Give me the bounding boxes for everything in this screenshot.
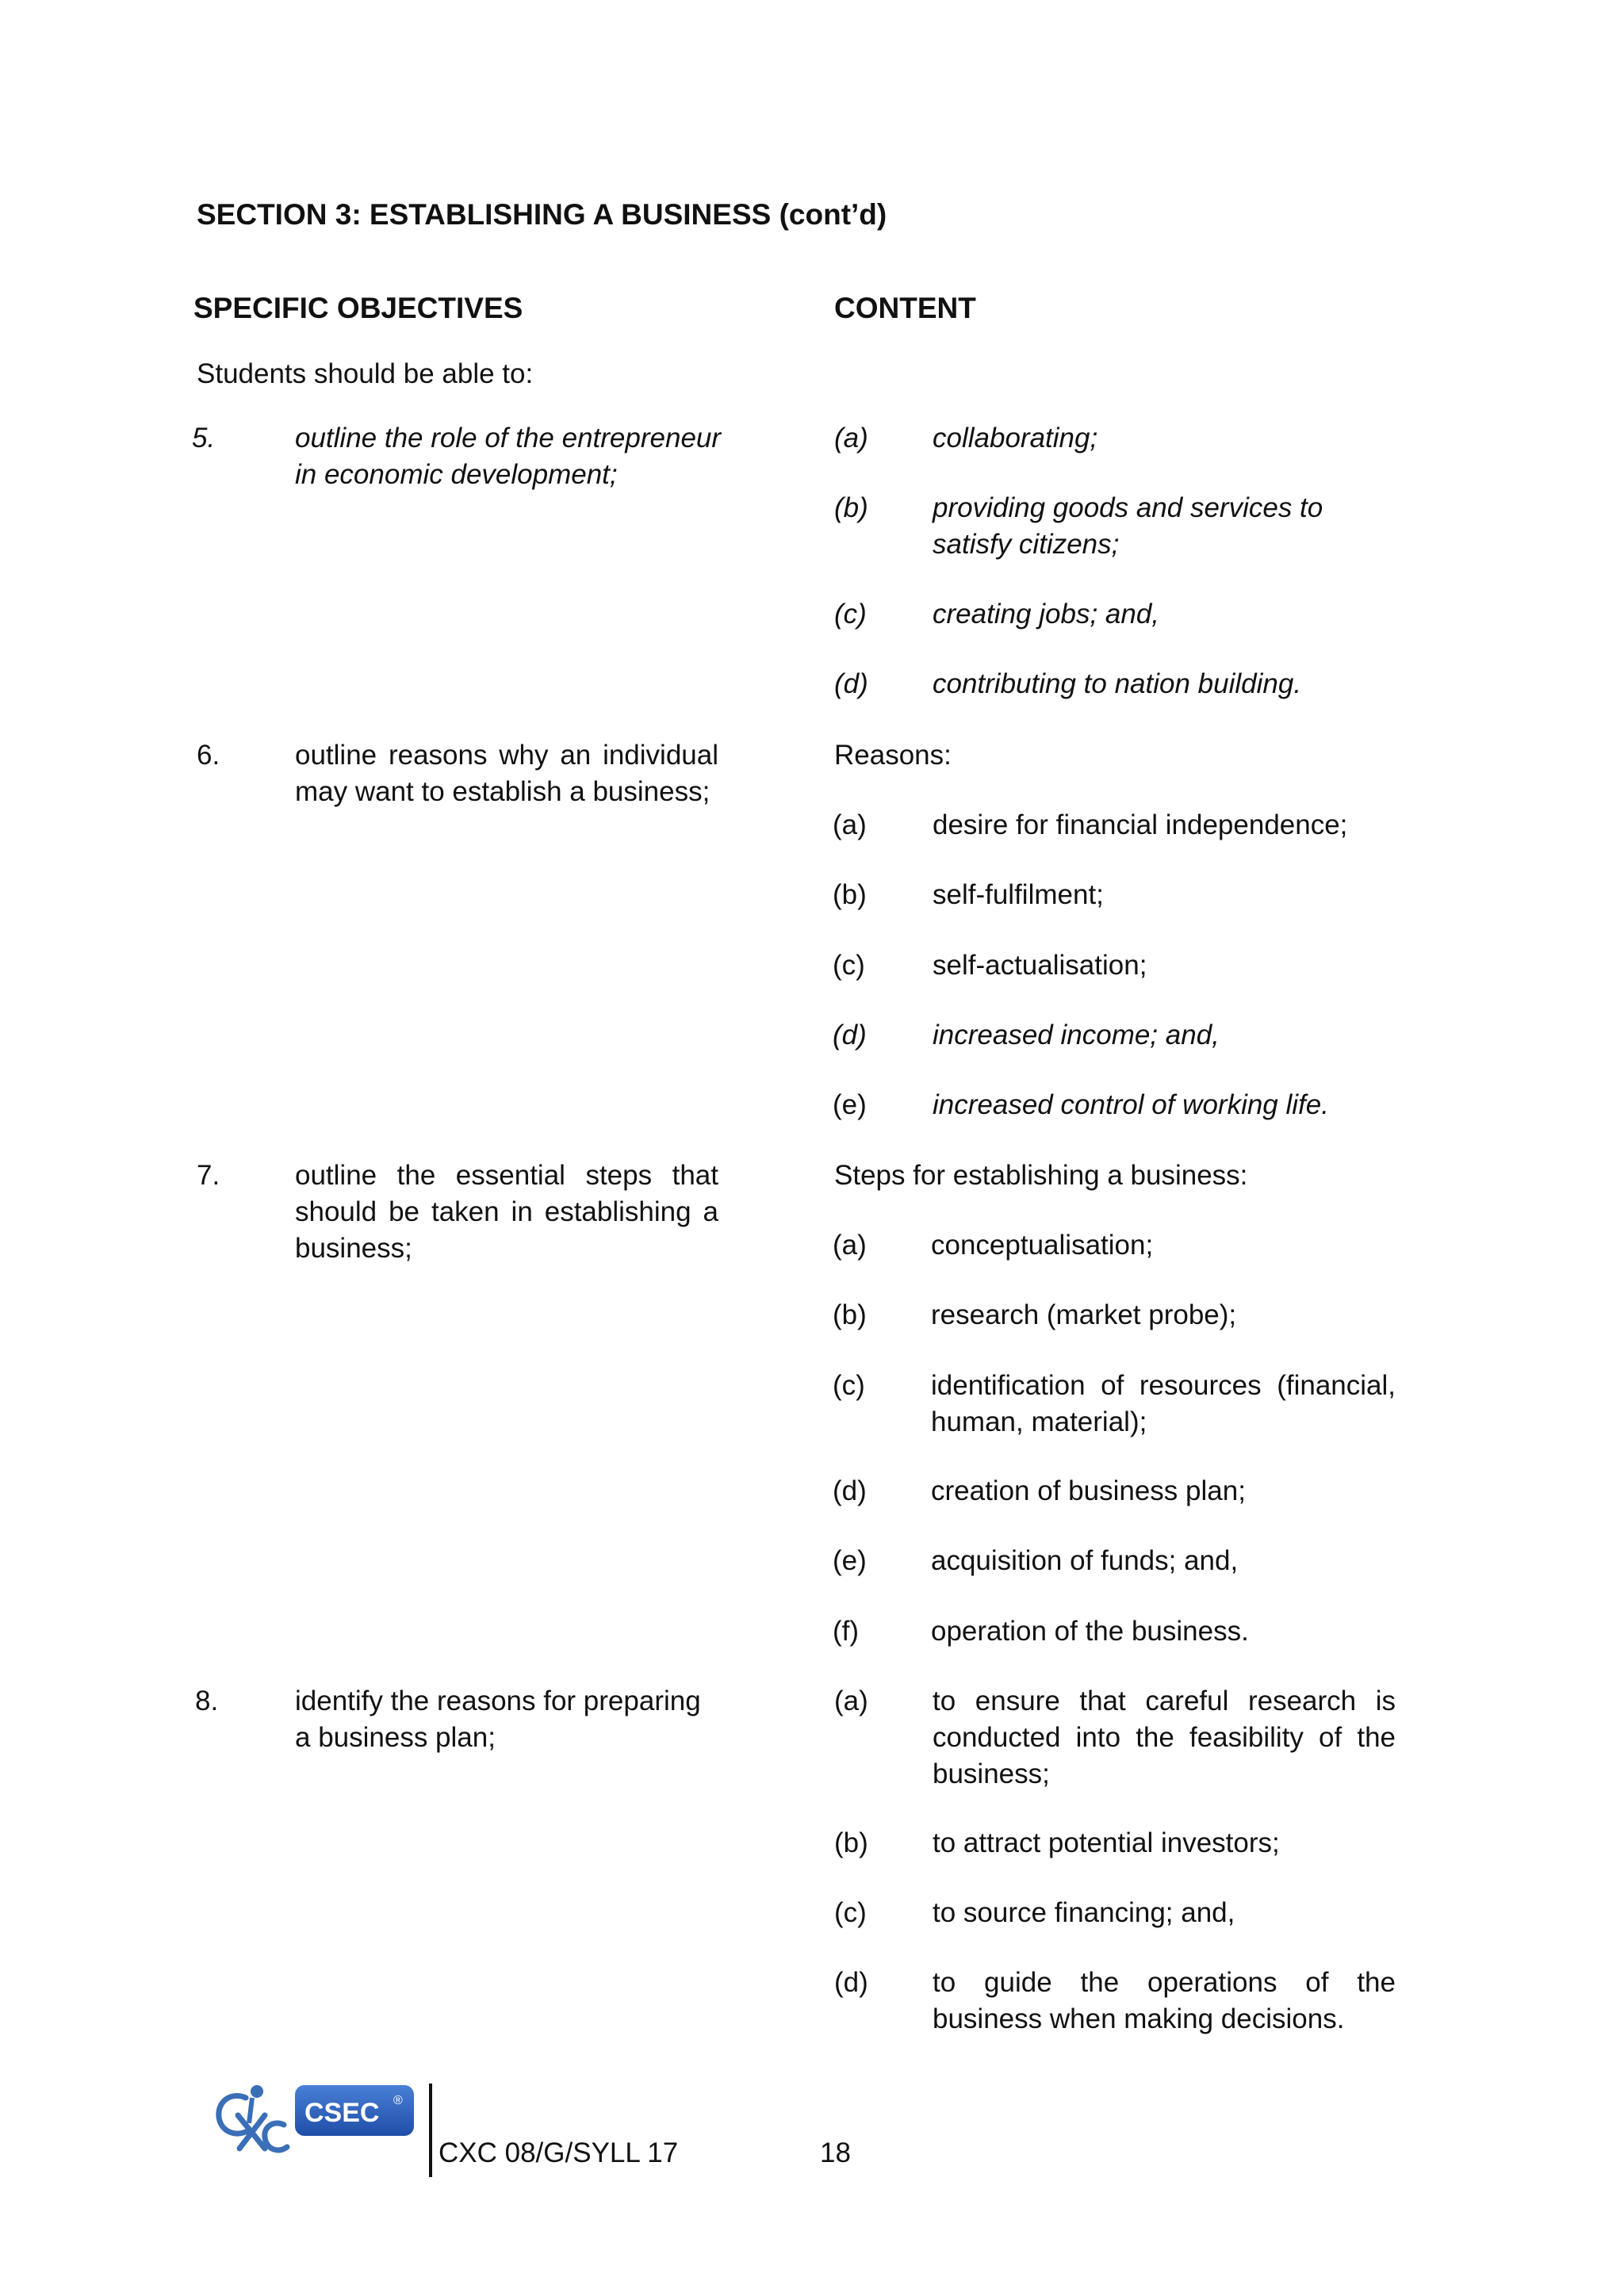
content-item-text: to ensure that careful research is conducted into the feasibility of the business;: [933, 1686, 1396, 1789]
content-item-label: (c): [833, 950, 865, 981]
content-item-text: to attract potential investors;: [933, 1827, 1280, 1858]
content-item-label: (a): [833, 809, 867, 840]
objective-number: 5.: [192, 423, 216, 453]
content-item-label: (e): [833, 1545, 867, 1576]
content-item-text: increased control of working life.: [933, 1089, 1329, 1120]
content-item-text: to guide the operations of the business when making decisions.: [933, 1967, 1396, 2034]
content-item-text: identification of resources (financial, human, material);: [931, 1370, 1396, 1437]
content-item-text: to source financing; and,: [933, 1897, 1235, 1928]
content-column-heading: CONTENT: [834, 292, 976, 324]
content-item-label: (b): [833, 879, 867, 910]
footer-divider: [429, 2084, 432, 2177]
content-item-label: (d): [834, 668, 868, 699]
objective-text: identify the reasons for preparing a business plan;: [295, 1686, 701, 1753]
cxc-csec-logo: [208, 2076, 416, 2164]
content-item-text: creating jobs; and,: [933, 599, 1160, 629]
content-item-label: (e): [833, 1089, 867, 1120]
section-title: SECTION 3: ESTABLISHING A BUSINESS (cont’d): [197, 198, 887, 231]
content-item-label: (b): [834, 492, 868, 523]
content-item-text: collaborating;: [933, 423, 1098, 453]
content-item-label: (d): [834, 1967, 868, 1998]
content-item-text: operation of the business.: [931, 1616, 1249, 1647]
objective-number: 6.: [197, 740, 220, 771]
content-item-text: providing goods and services to satisfy citizens;: [933, 492, 1323, 560]
content-item-text: increased income; and,: [933, 1020, 1220, 1050]
content-item-text: research (market probe);: [931, 1299, 1237, 1330]
content-item-text: acquisition of funds; and,: [931, 1545, 1239, 1576]
csec-logo-text: CSEC: [304, 2098, 380, 2128]
content-item-label: (a): [833, 1230, 867, 1261]
content-item-text: desire for financial independence;: [933, 809, 1348, 840]
objective-number: 7.: [197, 1160, 220, 1191]
content-item-label: (b): [833, 1299, 867, 1330]
content-item-text: contributing to nation building.: [933, 668, 1302, 699]
content-item-label: (c): [833, 1370, 865, 1401]
content-item-label: (d): [833, 1475, 867, 1506]
objective-text: outline reasons why an individual may want to establish a business;: [295, 740, 718, 807]
content-item-label: (c): [834, 1897, 867, 1928]
content-item-label: (b): [834, 1827, 868, 1858]
page-number: 18: [820, 2137, 851, 2168]
objectives-column-heading: SPECIFIC OBJECTIVES: [193, 292, 523, 324]
content-item-text: conceptualisation;: [931, 1230, 1154, 1261]
content-item-label: (d): [833, 1020, 867, 1050]
content-item-text: self-actualisation;: [933, 950, 1147, 981]
lead-sentence: Students should be able to:: [197, 358, 534, 389]
content-item-label: (f): [833, 1616, 860, 1647]
objective-text: outline the role of the entrepreneur in economic development;: [295, 423, 722, 490]
content-heading: Reasons:: [834, 740, 952, 771]
content-item-label: (c): [834, 599, 867, 629]
content-item-text: creation of business plan;: [931, 1475, 1246, 1506]
content-heading: Steps for establishing a business:: [834, 1160, 1248, 1191]
content-item-text: self-fulfilment;: [933, 879, 1104, 910]
objective-text: outline the essential steps that should be taken in establishing a business;: [295, 1160, 718, 1264]
objective-number: 8.: [195, 1686, 219, 1716]
content-item-label: (a): [834, 1686, 868, 1716]
syllabus-code: CXC 08/G/SYLL 17: [439, 2137, 679, 2168]
registered-mark: ®: [393, 2094, 403, 2107]
content-item-label: (a): [834, 423, 868, 453]
